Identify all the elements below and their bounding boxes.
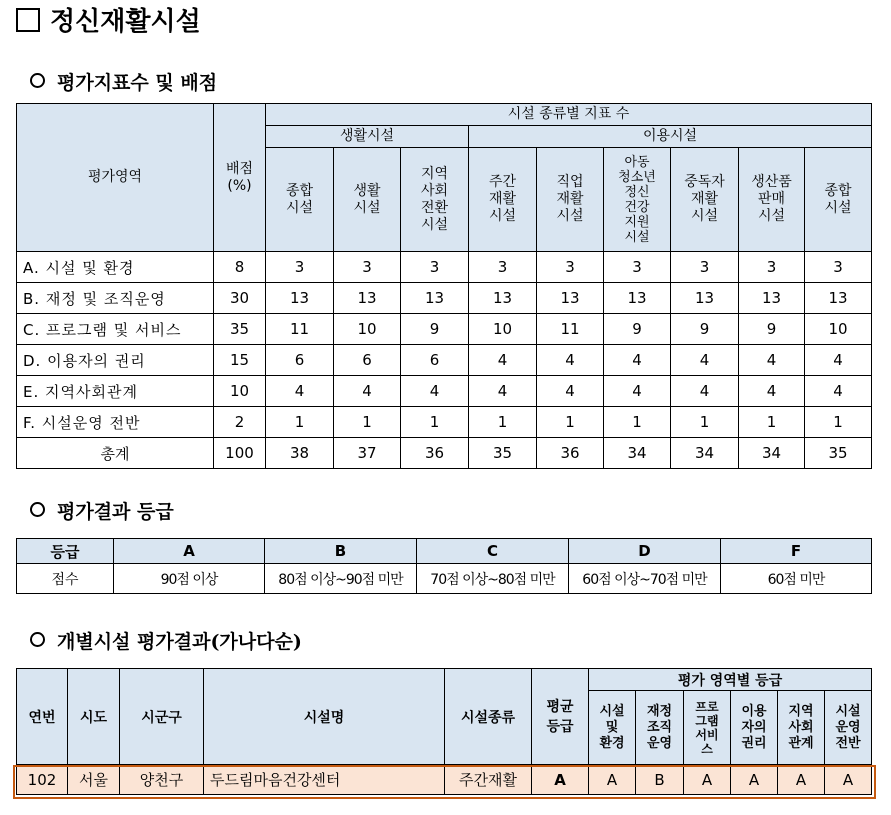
total-row: [17, 438, 872, 469]
indicator-count-cell: 1: [266, 407, 334, 438]
table-row: [17, 252, 872, 283]
indicator-count-cell: 10: [469, 314, 537, 345]
table-row: [17, 376, 872, 407]
indicator-count-cell: 10: [805, 314, 872, 345]
indicator-count-cell: 35: [469, 438, 537, 469]
header-col: 생산품 판매 시설: [739, 148, 805, 252]
row-area-grade-cell: A: [589, 765, 636, 795]
indicator-count-cell: 1: [671, 407, 739, 438]
header-col: 생활 시설: [334, 148, 401, 252]
indicator-count-cell: 13: [401, 283, 469, 314]
indicator-count-cell: 9: [739, 314, 805, 345]
indicator-count-cell: 6: [266, 345, 334, 376]
indicator-count-cell: 11: [537, 314, 604, 345]
row-area-grade-cell: A: [825, 765, 872, 795]
indicator-count-cell: 3: [401, 252, 469, 283]
header-area-grade-group: 평가 영역별 등급: [589, 669, 872, 691]
header-area: 시설 운영 전반: [825, 691, 872, 765]
header-col: 종합 시설: [266, 148, 334, 252]
indicator-count-cell: 3: [739, 252, 805, 283]
section-title-individual-results: 개별시설 평가결과(가나다순): [30, 629, 302, 655]
indicator-count-cell: 6: [334, 345, 401, 376]
indicator-count-cell: 36: [537, 438, 604, 469]
indicator-count-cell: 1: [401, 407, 469, 438]
indicator-count-cell: 4: [401, 376, 469, 407]
row-area-grade-cell: B: [636, 765, 684, 795]
header-sido: 시도: [68, 669, 120, 765]
indicator-count-cell: 4: [537, 376, 604, 407]
score-cell: 30: [214, 283, 266, 314]
indicator-count-cell: 13: [537, 283, 604, 314]
indicator-count-cell: 13: [266, 283, 334, 314]
header-score: 배점 (%): [214, 104, 266, 252]
header-living-facilities: 생활시설: [266, 126, 469, 148]
score-cell: 10: [214, 376, 266, 407]
indicator-count-cell: 4: [469, 345, 537, 376]
header-facility-type: 시설종류: [445, 669, 532, 765]
row-sigungu-cell: 양천구: [120, 765, 204, 795]
indicator-count-cell: 1: [805, 407, 872, 438]
indicator-count-cell: 1: [334, 407, 401, 438]
indicator-count-cell: 4: [671, 376, 739, 407]
score-cell: 35: [214, 314, 266, 345]
indicator-count-cell: 38: [266, 438, 334, 469]
checkbox-square-icon: [16, 8, 40, 32]
grade-cell: A: [114, 539, 265, 564]
indicator-count-cell: 1: [604, 407, 671, 438]
indicator-count-cell: 13: [469, 283, 537, 314]
grade-table: [16, 538, 872, 594]
indicator-count-cell: 36: [401, 438, 469, 469]
score-cell: 8: [214, 252, 266, 283]
indicator-count-cell: 3: [537, 252, 604, 283]
indicator-count-cell: 4: [671, 345, 739, 376]
indicator-count-cell: 34: [739, 438, 805, 469]
indicator-count-cell: 34: [671, 438, 739, 469]
score-range-cell: 70점 이상~80점 미만: [417, 564, 569, 594]
indicator-count-cell: 3: [671, 252, 739, 283]
grade-cell: B: [265, 539, 417, 564]
total-label: 총계: [17, 438, 214, 469]
area-label: A. 시설 및 환경: [17, 252, 214, 283]
indicator-count-cell: 3: [266, 252, 334, 283]
indicator-count-cell: 4: [334, 376, 401, 407]
indicator-count-cell: 3: [334, 252, 401, 283]
indicator-count-cell: 4: [604, 345, 671, 376]
indicator-count-cell: 1: [469, 407, 537, 438]
indicator-count-cell: 13: [805, 283, 872, 314]
indicator-count-cell: 9: [604, 314, 671, 345]
table-row: [17, 283, 872, 314]
indicator-count-cell: 4: [805, 376, 872, 407]
circle-bullet-icon: [30, 632, 45, 647]
indicator-count-cell: 4: [805, 345, 872, 376]
header-col: 지역 사회 전환 시설: [401, 148, 469, 252]
score-cell: 2: [214, 407, 266, 438]
grade-header-row: [17, 539, 872, 564]
indicator-count-cell: 4: [739, 376, 805, 407]
table-row: [17, 345, 872, 376]
table-row: [17, 314, 872, 345]
section-title-grades: 평가결과 등급: [30, 499, 174, 525]
indicator-count-cell: 11: [266, 314, 334, 345]
indicator-count-cell: 13: [604, 283, 671, 314]
circle-bullet-icon: [30, 502, 45, 517]
circle-bullet-icon: [30, 73, 45, 88]
header-area: 지역 사회 관계: [778, 691, 825, 765]
area-label: C. 프로그램 및 서비스: [17, 314, 214, 345]
score-range-cell: 90점 이상: [114, 564, 265, 594]
header-sigungu: 시군구: [120, 669, 204, 765]
header-col: 직업 재활 시설: [537, 148, 604, 252]
score-range-cell: 60점 미만: [721, 564, 872, 594]
indicator-count-cell: 34: [604, 438, 671, 469]
grade-label: 등급: [17, 539, 114, 564]
header-col: 아동 청소년 정신 건강 지원 시설: [604, 148, 671, 252]
area-label: D. 이용자의 권리: [17, 345, 214, 376]
header-area: 프로 그램 서비 스: [684, 691, 731, 765]
row-area-grade-cell: A: [684, 765, 731, 795]
indicator-count-cell: 4: [469, 376, 537, 407]
header-facility-name: 시설명: [204, 669, 445, 765]
area-label: F. 시설운영 전반: [17, 407, 214, 438]
indicator-count-cell: 3: [604, 252, 671, 283]
row-sido-cell: 서울: [68, 765, 120, 795]
page-title: 정신재활시설: [16, 4, 201, 40]
indicator-score-table: [16, 103, 872, 469]
header-usage-facilities: 이용시설: [469, 126, 872, 148]
indicator-count-cell: 6: [401, 345, 469, 376]
header-average-grade: 평균 등급: [532, 669, 589, 765]
row-facility-type-cell: 주간재활: [445, 765, 532, 795]
area-label: E. 지역사회관계: [17, 376, 214, 407]
score-range-cell: 60점 이상~70점 미만: [569, 564, 721, 594]
indicator-count-cell: 4: [604, 376, 671, 407]
indicator-count-cell: 13: [739, 283, 805, 314]
indicator-count-cell: 35: [805, 438, 872, 469]
header-area: 재정 조직 운영: [636, 691, 684, 765]
row-area-grade-cell: A: [731, 765, 778, 795]
row-facility-name-cell: 두드림마음건강센터: [204, 765, 445, 795]
indicator-count-cell: 9: [401, 314, 469, 345]
row-average-grade-cell: A: [532, 765, 589, 795]
table-row: [17, 407, 872, 438]
header-facility-type-group: 시설 종류별 지표 수: [266, 104, 872, 126]
indicator-count-cell: 4: [739, 345, 805, 376]
table-row: [17, 765, 872, 795]
grade-score-row: [17, 564, 872, 594]
header-area: 평가영역: [17, 104, 214, 252]
grade-cell: C: [417, 539, 569, 564]
indicator-count-cell: 10: [334, 314, 401, 345]
indicator-count-cell: 4: [537, 345, 604, 376]
indicator-count-cell: 3: [805, 252, 872, 283]
grade-cell: D: [569, 539, 721, 564]
score-cell: 15: [214, 345, 266, 376]
indicator-count-cell: 1: [739, 407, 805, 438]
row-no-cell: 102: [17, 765, 68, 795]
indicator-count-cell: 13: [334, 283, 401, 314]
header-col: 중독자 재활 시설: [671, 148, 739, 252]
indicator-count-cell: 37: [334, 438, 401, 469]
indicator-count-cell: 3: [469, 252, 537, 283]
section-title-indicators: 평가지표수 및 배점: [30, 70, 217, 96]
individual-result-table: [16, 668, 872, 795]
area-label: B. 재정 및 조직운영: [17, 283, 214, 314]
header-area: 시설 및 환경: [589, 691, 636, 765]
header-area: 이용 자의 권리: [731, 691, 778, 765]
indicator-count-cell: 1: [537, 407, 604, 438]
indicator-count-cell: 4: [266, 376, 334, 407]
header-col: 종합 시설: [805, 148, 872, 252]
indicator-count-cell: 13: [671, 283, 739, 314]
grade-cell: F: [721, 539, 872, 564]
header-col: 주간 재활 시설: [469, 148, 537, 252]
score-cell: 100: [214, 438, 266, 469]
score-label: 점수: [17, 564, 114, 594]
indicator-count-cell: 9: [671, 314, 739, 345]
score-range-cell: 80점 이상~90점 미만: [265, 564, 417, 594]
header-no: 연번: [17, 669, 68, 765]
row-area-grade-cell: A: [778, 765, 825, 795]
